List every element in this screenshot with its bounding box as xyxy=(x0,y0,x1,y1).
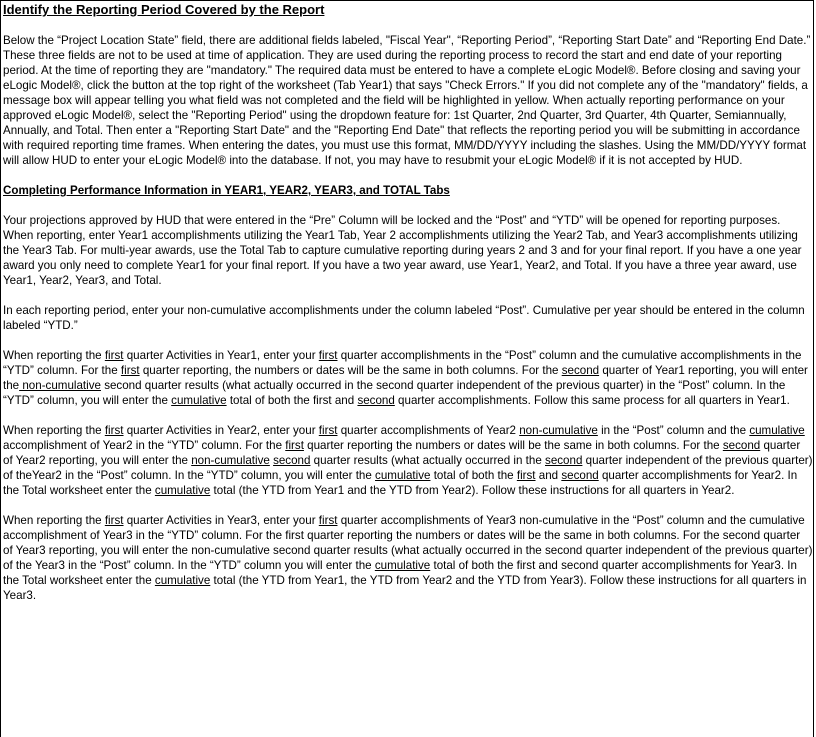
paragraph-reporting-period: Below the “Project Location State” field, there are additional fields labeled, "Fiscal Year", “Reporting Period”, “Reporting Start Date” and “Reporting End Date.” These three fields are not to be used at time of application. They are used during the reporting process to record the start and end date of your reporting period. At the time of reporting they are "mandatory." The required data must be entered to have a complete eLogic Model®. Before closing and saving your eLogic Model®, click the button at the top right of the worksheet (Tab Year1) that says "Check Errors." If you did not complete any of the "mandatory" fields, a message box will appear telling you what field was not completed and the field will be highlighted in yellow. When actually reporting performance on your approved eLogic Model®, select the "Reporting Period" using the dropdown feature for: 1st Quarter, 2nd Quarter, 3rd Quarter, 4th Quarter, Semiannually, Annually, and Total. Then enter a "Reporting Start Date" and the "Reporting End Date" that reflects the reporting period you will be submitting in accordance with required reporting time frames. When entering the dates, you must use this format, MM/DD/YYYY including the slashes. Using the MM/DD/YYYY format will allow HUD to enter your eLogic Model® into the database. If not, you may have to resubmit your eLogic Model® if it is not accepted by HUD. xyxy=(3,34,811,167)
section-heading-performance-info: Completing Performance Information in YEAR1, YEAR2, YEAR3, and TOTAL Tabs xyxy=(3,184,450,197)
paragraph-year1: When reporting the first quarter Activities in Year1, enter your first quarter accomplishments in the “Post” column and the cumulative accomplishments in the “YTD” column. For the first quarter reporting, the numbers or dates will be the same in both columns. For the second quarter of Year1 reporting, you will enter the non-cumulative second quarter results (what actually occurred in the second quarter independent of the previous quarter) in the “Post” column. In the “YTD” column, you will enter the cumulative total of both the first and second quarter accomplishments. Follow this same process for all quarters in Year1. xyxy=(3,349,808,407)
document-body xyxy=(3,1,813,618)
paragraph-year3: When reporting the first quarter Activities in Year3, enter your first quarter accomplishments of Year3 non-cumulative in the “Post” column and the cumulative accomplishment of Year3 in the “YTD” column. For the first quarter reporting the numbers or dates will be the same in both columns. For the second quarter of Year3 reporting, you will enter the non-cumulative second quarter results (what actually occurred in the second quarter independent of the previous quarter) of the Year3 in the “Post” column. In the “YTD” column you will enter the cumulative total of both the first and second quarter accomplishments for Year3. In the Total worksheet enter the cumulative total (the YTD from Year1, the YTD from Year2 and the YTD from Year3). Follow these instructions for all quarters in Year3. xyxy=(3,514,813,602)
paragraph-year2: When reporting the first quarter Activities in Year2, enter your first quarter accomplishments of Year2 non-cumulative in the “Post” column and the cumulative accomplishment of Year2 in the “YTD” column. For the first quarter reporting the numbers or dates will be the same in both columns. For the second quarter of Year2 reporting, you will enter the non-cumulative second quarter results (what actually occurred in the second quarter independent of the previous quarter) of theYear2 in the “Post” column. In the “YTD” column, you will enter the cumulative total of both the first and second quarter accomplishments for Year2. In the Total worksheet enter the cumulative total (the YTD from Year1 and the YTD from Year2). Follow these instructions for all quarters in Year2. xyxy=(3,424,813,497)
section-heading-reporting-period: Identify the Reporting Period Covered by the Report xyxy=(3,2,325,17)
paragraph-projections: Your projections approved by HUD that were entered in the “Pre” Column will be locked and the “Post” and “YTD” will be opened for reporting purposes. When reporting, enter Year1 accomplishments utilizing the Year1 Tab, Year 2 accomplishments utilizing the Year2 Tab, and Year3 accomplishments utilizing the Year3 Tab. For multi-year awards, use the Total Tab to capture cumulative reporting during years 2 and 3 and for your final report. If you have a one year award you only need to complete Year1 for your final report. If you have a two year award, use Year1, Year2, and Total. If you have a three year award, use Year1, Year2, Year3, and Total. xyxy=(3,214,802,287)
paragraph-non-cumulative: In each reporting period, enter your non-cumulative accomplishments under the column labeled “Post”. Cumulative per year should be entered in the column labeled “YTD.” xyxy=(3,304,805,332)
